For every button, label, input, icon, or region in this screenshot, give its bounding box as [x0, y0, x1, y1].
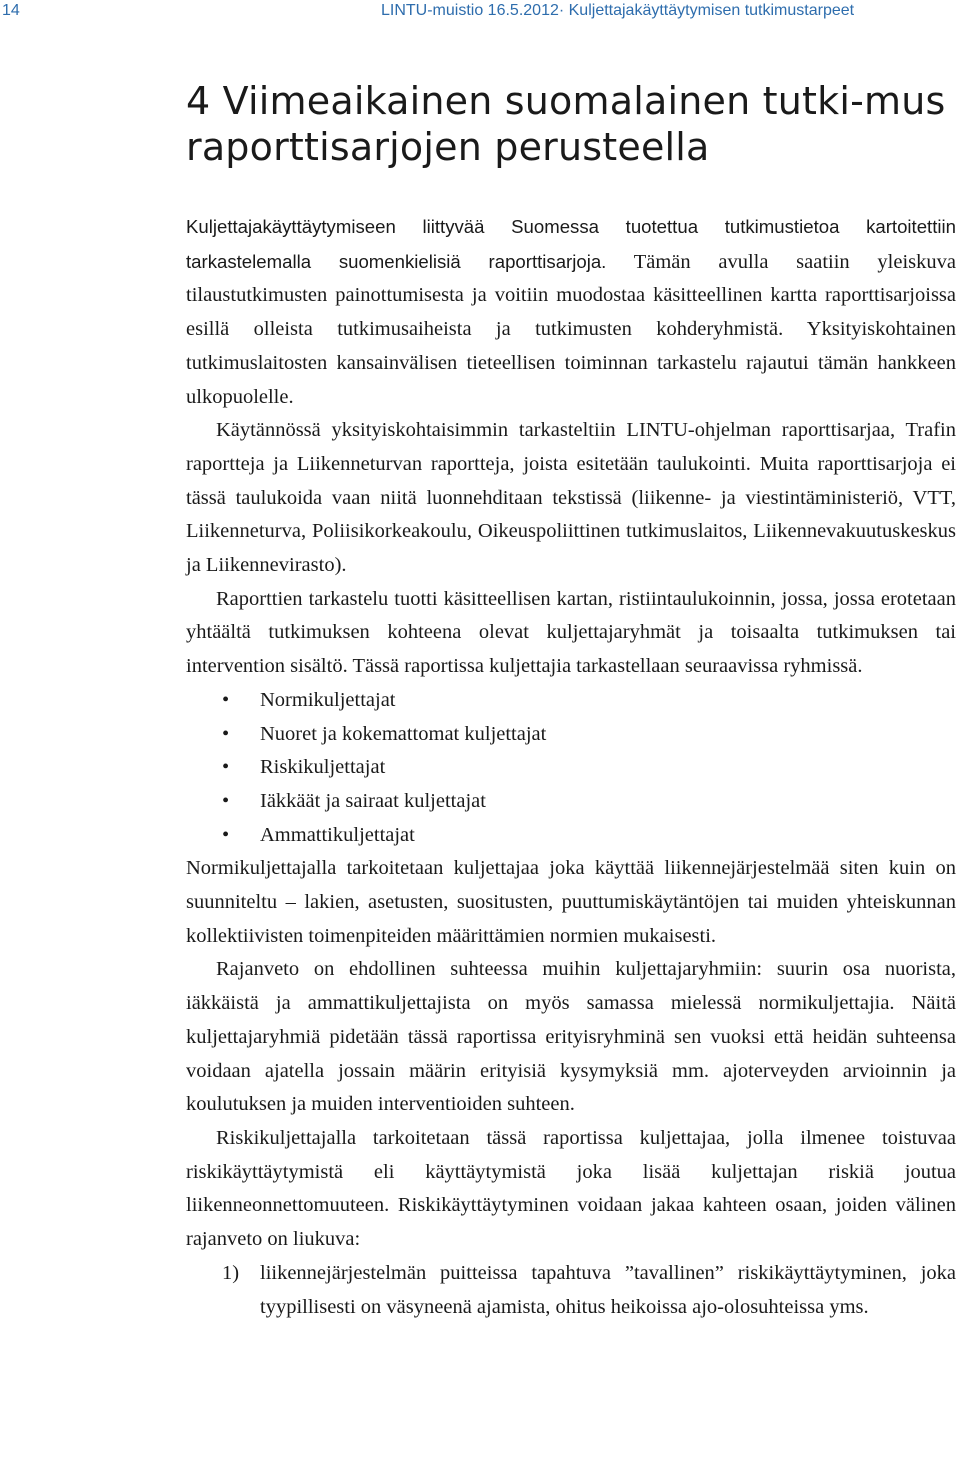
paragraph-3: Raporttien tarkastelu tuotti käsitteellisen kartan, ristiintaulukoinnin, jossa, jossa erotetaan yhtäältä tutkimuksen kohteena olevat kuljettajaryhmät ja toisaalta tutkimuksen tai intervention sisältö. Tässä raportissa kuljettajia tarkastellaan seuraavissa ryhmissä. — [186, 587, 956, 678]
paragraph-4: Normikuljettajalla tarkoitetaan kuljettajaa joka käyttää liikennejärjestelmää siten kuin on suunniteltu – lakien, asetusten, suositusten, puuttumiskäytäntöjen tai muiden yhteiskunnan kollektiivisten toimenpiteiden määrittämien normien mukaisesti. — [186, 857, 956, 947]
paragraph-2: Käytännössä yksityiskohtaisimmin tarkasteltiin LINTU-ohjelman raporttisarjaa, Trafin raportteja ja Liikenneturvan raportteja, joista esitetään taulukointi. Muita raporttisarjoja ei tässä taulukoida vaan niitä luonnehditaan tekstissä (liikenne- ja viestintäministeriö, VTT, Liikenneturva, Poliisikorkeakoulu, Oikeuspoliittinen tutkimuslaitos, Liikennevakuutuskeskus ja Liikennevirasto). — [186, 419, 956, 577]
intro-sans-text: Kuljettajakäyttäytymiseen liittyvää Suomessa tuotettua tutkimustietoa kartoitettiin tarkastelemalla suomenkielisiä raporttisarjoja. — [186, 216, 956, 272]
list-item-text: Ammattikuljettajat — [260, 823, 415, 846]
paragraph-6: Riskikuljettajalla tarkoitetaan tässä raportissa kuljettajaa, jolla ilmenee toistuvaa riskikäyttäytymistä eli käyttäytymistä joka lisää kuljettajan riskiä joutua liikenneonnettomuuteen. Riskikäyttäytyminen voidaan jakaa kahteen osaan, joiden välinen rajanveto on liukuva: — [186, 1126, 956, 1251]
list-item — [186, 819, 956, 853]
list-item — [186, 785, 956, 819]
document-body — [186, 210, 956, 1324]
bullet-icon: • — [222, 688, 230, 711]
paragraph-5: Rajanveto on ehdollinen suhteessa muihin kuljettajaryhmiin: suurin osa nuorista, iäkkäistä ja ammattikuljettajista on myös samassa mielessä normikuljettajia. Näitä kuljettajaryhmiä pidetään tässä raportissa erityisryhminä sen vuoksi että heidän suhteensa voidaan ajatella jossain määrin erityisiä kysymyksiä mm. ajoterveyden arvioinnin ja koulutuksen ja muiden interventioiden suhteen. — [186, 958, 956, 1116]
list-item — [186, 751, 956, 785]
bullet-icon: • — [222, 823, 230, 846]
list-item-text: Normikuljettajat — [260, 688, 396, 711]
page-header — [0, 0, 960, 22]
list-item-text: Nuoret ja kokemattomat kuljettajat — [260, 722, 547, 745]
list-item-text: Riskikuljettajat — [260, 756, 386, 779]
risk-behaviour-list — [186, 1257, 956, 1324]
intro-paragraph — [186, 210, 956, 414]
section-title: 4 Viimeaikainen suomalainen tutki-mus raporttisarjojen perusteella — [186, 79, 946, 169]
page-number: 14 — [2, 2, 20, 19]
numbered-item-text: liikennejärjestelmän puitteissa tapahtuva ”tavallinen” riskikäyttäytyminen, joka tyypillisesti on väsyneenä ajamista, ohitus heikoissa ajo-olosuhteissa yms. — [260, 1261, 956, 1318]
bullet-icon: • — [222, 789, 230, 812]
numbered-item — [186, 1257, 956, 1324]
list-item-text: Iäkkäät ja sairaat kuljettajat — [260, 789, 486, 812]
bullet-icon: • — [222, 722, 230, 745]
list-item — [186, 718, 956, 752]
intro-serif-text: Tämän avulla saatiin yleiskuva tilaustutkimusten painottumisesta ja voitiin muodostaa käsitteellinen kartta raporttisarjoissa esillä olleista tutkimusaiheista ja tutkimusten kohderyhmistä. Yksityiskohtainen tutkimuslaitosten kansainvälisen tieteellisen toiminnan tarkastelu rajautui tämän hankkeen ulkopuolelle. — [186, 250, 956, 408]
item-number: 1) — [222, 1261, 240, 1284]
driver-groups-list — [186, 684, 956, 853]
running-title: LINTU-muistio 16.5.2012· Kuljettajakäyttäytymisen tutkimustarpeet — [381, 2, 855, 19]
list-item — [186, 684, 956, 718]
bullet-icon: • — [222, 756, 230, 779]
